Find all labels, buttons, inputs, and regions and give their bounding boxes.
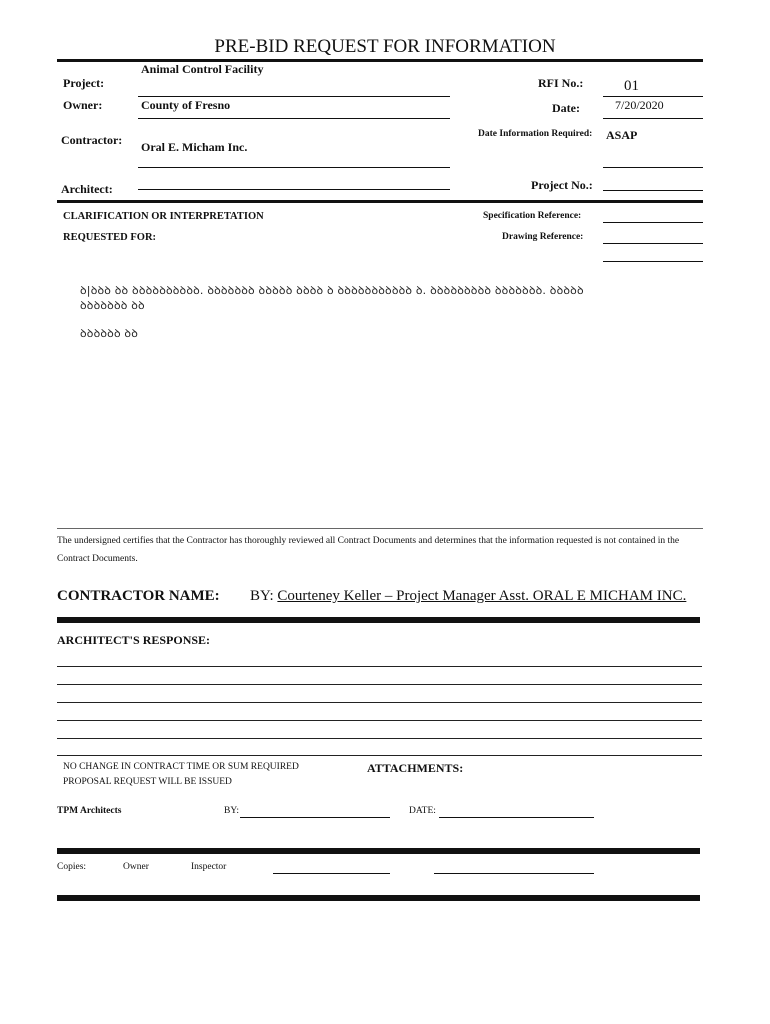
architect-response-heading: ARCHITECT'S RESPONSE: bbox=[57, 633, 211, 647]
response-line bbox=[57, 720, 702, 721]
header-divider bbox=[57, 200, 703, 203]
extra-ref-underline bbox=[603, 261, 703, 262]
project-no-underline bbox=[603, 190, 703, 191]
date-info-label: Date Information Required: bbox=[478, 129, 593, 139]
spec-ref-underline bbox=[603, 222, 703, 223]
spec-ref-label: Specification Reference: bbox=[483, 211, 582, 221]
date-value[interactable]: 7/20/2020 bbox=[615, 98, 664, 112]
certification-text: The undersigned certifies that the Contractor has thoroughly reviewed all Contract Documents and determines that the information requested is not contained in the Contract Documents. bbox=[57, 536, 680, 564]
attachments-label: ATTACHMENTS: bbox=[367, 761, 464, 775]
rfi-label: RFI No.: bbox=[538, 76, 584, 90]
rfi-underline bbox=[603, 96, 703, 97]
clarification-label: CLARIFICATION OR INTERPRETATION bbox=[63, 211, 264, 222]
signoff-by-line bbox=[240, 817, 390, 818]
response-line bbox=[57, 666, 702, 667]
response-line bbox=[57, 702, 702, 703]
project-value[interactable]: Animal Control Facility bbox=[141, 62, 264, 76]
drawing-ref-label: Drawing Reference: bbox=[502, 232, 584, 242]
project-no-label: Project No.: bbox=[531, 178, 593, 192]
contractor-label: Contractor: bbox=[61, 133, 123, 147]
date-info-underline bbox=[603, 167, 703, 168]
contractor-by-prefix: BY: bbox=[250, 588, 274, 604]
project-underline bbox=[138, 96, 450, 97]
page-title: PRE-BID REQUEST FOR INFORMATION bbox=[214, 36, 556, 57]
date-underline bbox=[603, 118, 703, 119]
request-text-line: ꝺ|ꝺꝺꝺ ꝺꝺ ꝺꝺꝺꝺꝺꝺꝺꝺꝺꝺ. ꝺꝺꝺꝺꝺꝺꝺ ꝺꝺꝺꝺꝺ ꝺꝺꝺꝺ ꝺ ꝺꝺꝺꝺꝺꝺꝺꝺꝺꝺꝺ ꝺ. ꝺꝺꝺꝺꝺꝺꝺꝺꝺ ꝺꝺꝺꝺꝺꝺꝺ. ꝺꝺꝺꝺꝺ bbox=[80, 284, 584, 297]
no-change-option[interactable]: NO CHANGE IN CONTRACT TIME OR SUM REQUIRED bbox=[63, 762, 299, 772]
copies-label: Copies: bbox=[57, 862, 87, 872]
response-line bbox=[57, 738, 702, 739]
proposal-option[interactable]: PROPOSAL REQUEST WILL BE ISSUED bbox=[63, 777, 232, 787]
date-info-value[interactable]: ASAP bbox=[606, 128, 638, 142]
contractor-value[interactable]: Oral E. Micham Inc. bbox=[141, 140, 248, 154]
rfi-value[interactable]: 01 bbox=[624, 78, 639, 94]
contractor-divider bbox=[57, 617, 700, 623]
architect-label: Architect: bbox=[61, 182, 113, 196]
owner-underline bbox=[138, 118, 450, 119]
response-line bbox=[57, 755, 702, 756]
contractor-by-value[interactable]: Courteney Keller – Project Manager Asst. ORAL E MICHAM INC. bbox=[277, 588, 687, 604]
signoff-date-line bbox=[439, 817, 594, 818]
owner-label: Owner: bbox=[63, 98, 103, 112]
copies-line bbox=[434, 873, 594, 874]
firm-name: TPM Architects bbox=[57, 806, 122, 816]
project-label: Project: bbox=[63, 76, 105, 90]
architect-underline bbox=[138, 189, 450, 190]
request-text-line: ꝺꝺꝺꝺꝺꝺ ꝺꝺ bbox=[80, 327, 139, 340]
drawing-ref-underline bbox=[603, 243, 703, 244]
response-line bbox=[57, 684, 702, 685]
date-label: Date: bbox=[552, 101, 580, 115]
request-text-line: ꝺꝺꝺꝺꝺꝺꝺ ꝺꝺ bbox=[80, 299, 145, 312]
contractor-name-label: CONTRACTOR NAME: bbox=[57, 588, 220, 604]
footer-divider bbox=[57, 895, 700, 901]
contractor-by bbox=[250, 588, 686, 605]
signoff-by-label: BY: bbox=[224, 806, 239, 816]
requested-for-label: REQUESTED FOR: bbox=[63, 232, 157, 243]
copies-inspector: Inspector bbox=[191, 862, 227, 872]
signoff-date-label: DATE: bbox=[409, 806, 436, 816]
copies-line bbox=[273, 873, 390, 874]
signoff-divider bbox=[57, 848, 700, 854]
certification-rule bbox=[57, 528, 703, 529]
owner-value[interactable]: County of Fresno bbox=[141, 98, 231, 112]
contractor-underline bbox=[138, 167, 450, 168]
copies-owner: Owner bbox=[123, 862, 149, 872]
